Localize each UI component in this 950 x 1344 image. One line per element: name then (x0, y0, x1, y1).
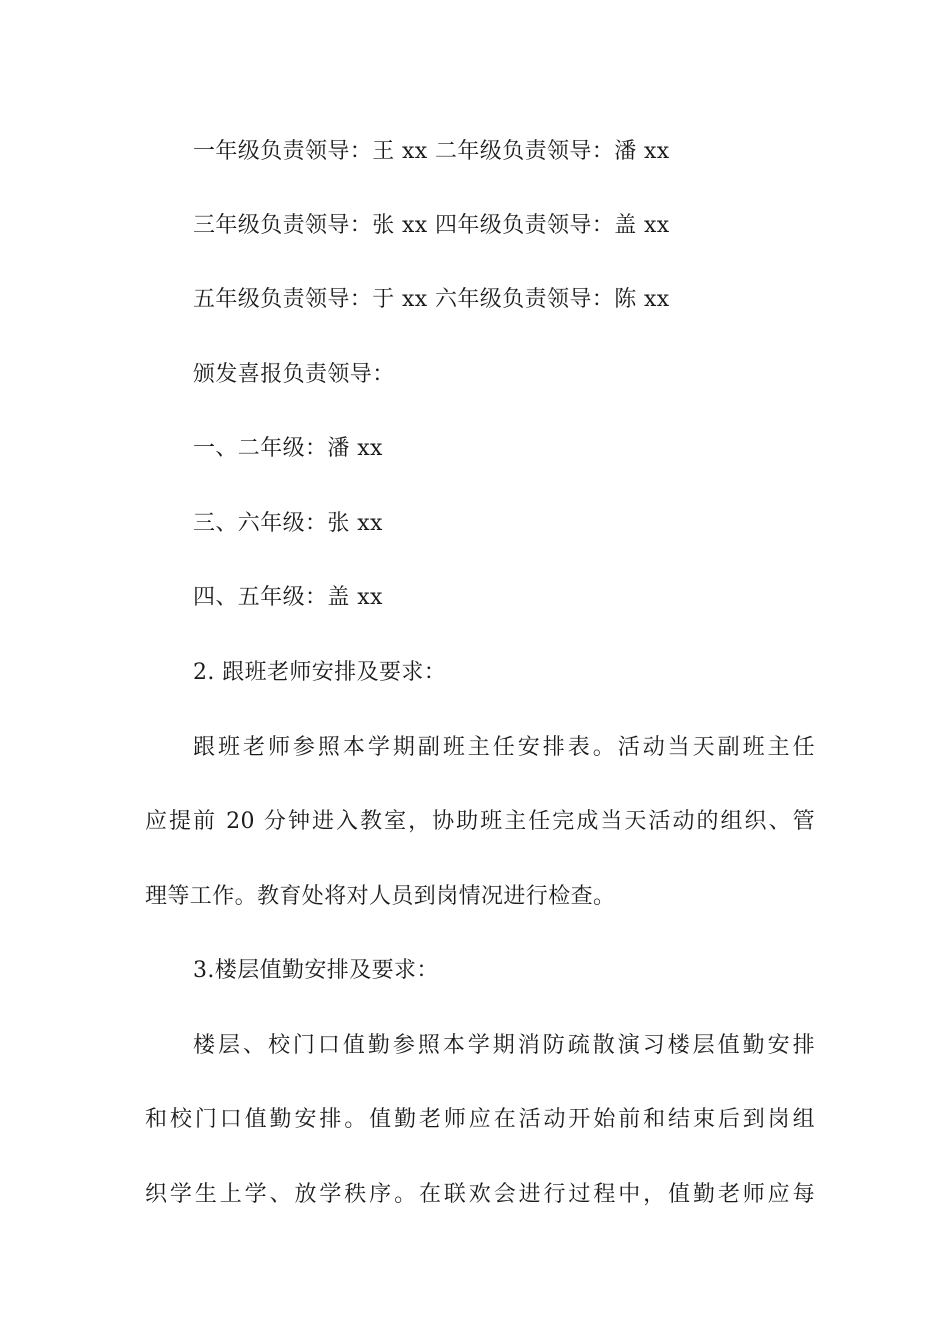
award-leaders-heading: 颁发喜报负责领导： (193, 362, 395, 387)
award-leader-1-2: 一、二年级：潘 xx (193, 436, 383, 461)
section-3-paragraph-line-3: 织学生上学、放学秩序。在联欢会进行过程中，值勤老师应每 (145, 1182, 815, 1207)
section-3-paragraph-line-1: 楼层、校门口值勤参照本学期消防疏散演习楼层值勤安排 (193, 1033, 815, 1058)
section-2-paragraph-line-2: 应提前 20 分钟进入教室，协助班主任完成当天活动的组织、管 (145, 809, 815, 834)
award-leader-3-6: 三、六年级：张 xx (193, 511, 383, 536)
section-2-paragraph-line-3: 理等工作。教育处将对人员到岗情况进行检查。 (145, 884, 616, 909)
award-leader-4-5: 四、五年级：盖 xx (193, 585, 383, 610)
grade-leaders-line-1: 一年级负责领导：王 xx 二年级负责领导：潘 xx (193, 139, 670, 164)
section-2-paragraph-line-1: 跟班老师参照本学期副班主任安排表。活动当天副班主任 (193, 735, 815, 760)
section-2-heading: 2. 跟班老师安排及要求： (193, 660, 447, 685)
section-3-heading: 3.楼层值勤安排及要求： (193, 958, 439, 983)
grade-leaders-line-2: 三年级负责领导：张 xx 四年级负责领导：盖 xx (193, 213, 670, 238)
section-3-paragraph-line-2: 和校门口值勤安排。值勤老师应在活动开始前和结束后到岗组 (145, 1107, 815, 1132)
grade-leaders-line-3: 五年级负责领导：于 xx 六年级负责领导：陈 xx (193, 287, 670, 312)
